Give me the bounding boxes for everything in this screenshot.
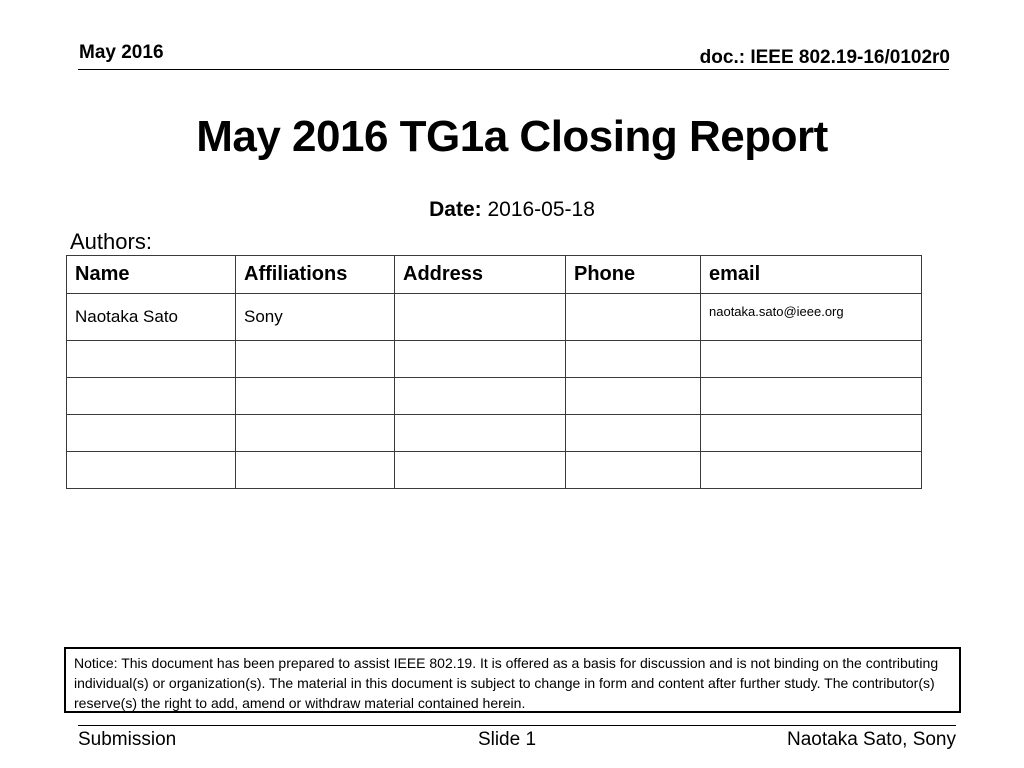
table-row: [67, 415, 922, 452]
author-affiliation-cell: [236, 452, 395, 489]
table-header-row: [67, 256, 922, 294]
column-header-name: Name: [67, 256, 236, 294]
header-doc-id: doc.: IEEE 802.19-16/0102r0: [699, 47, 950, 68]
footer-submission: Submission: [78, 729, 177, 750]
author-name-cell: Naotaka Sato: [67, 294, 236, 341]
notice-box: Notice: This document has been prepared to assist IEEE 802.19. It is offered as a basis for discussion and is not binding on the contributing individual(s) or organization(s). The material in this document is subject to change in form and content after further study. The contributor(s) reserve(s) the right to add, amend or withdraw material contained herein.: [64, 647, 961, 713]
column-header-phone: Phone: [566, 256, 701, 294]
author-email-cell: [701, 341, 922, 378]
author-name-cell: [67, 452, 236, 489]
footer-divider: [78, 725, 956, 726]
author-affiliation-cell: [236, 415, 395, 452]
author-phone-cell: [566, 341, 701, 378]
footer-slide-number: Slide 1: [477, 729, 537, 750]
header-divider: [78, 69, 949, 70]
author-phone-cell: [566, 294, 701, 341]
author-address-cell: [395, 452, 566, 489]
author-phone-cell: [566, 452, 701, 489]
author-name-cell: [67, 415, 236, 452]
footer-author: Naotaka Sato, Sony: [787, 729, 956, 750]
authors-table: [66, 255, 922, 489]
author-phone-cell: [566, 415, 701, 452]
author-affiliation-cell: [236, 341, 395, 378]
date-line: [0, 198, 1024, 222]
author-email-cell: [701, 415, 922, 452]
header-date: May 2016: [79, 42, 164, 63]
author-email-cell: [701, 378, 922, 415]
author-address-cell: [395, 341, 566, 378]
author-phone-cell: [566, 378, 701, 415]
author-address-cell: [395, 378, 566, 415]
author-address-cell: [395, 294, 566, 341]
column-header-address: Address: [395, 256, 566, 294]
slide-title: May 2016 TG1a Closing Report: [196, 112, 828, 161]
author-name-cell: [67, 378, 236, 415]
author-affiliation-cell: Sony: [236, 294, 395, 341]
author-affiliation-cell: [236, 378, 395, 415]
author-name-cell: [67, 341, 236, 378]
author-email-cell: [701, 452, 922, 489]
column-header-email: email: [701, 256, 922, 294]
author-address-cell: [395, 415, 566, 452]
column-header-affiliations: Affiliations: [236, 256, 395, 294]
date-label: Date:: [429, 198, 482, 221]
authors-label: Authors:: [70, 229, 152, 254]
table-row: [67, 378, 922, 415]
table-row: [67, 452, 922, 489]
author-email-cell: naotaka.sato@ieee.org: [701, 294, 922, 341]
table-row: [67, 341, 922, 378]
table-row: [67, 294, 922, 341]
date-value: 2016-05-18: [487, 198, 595, 221]
